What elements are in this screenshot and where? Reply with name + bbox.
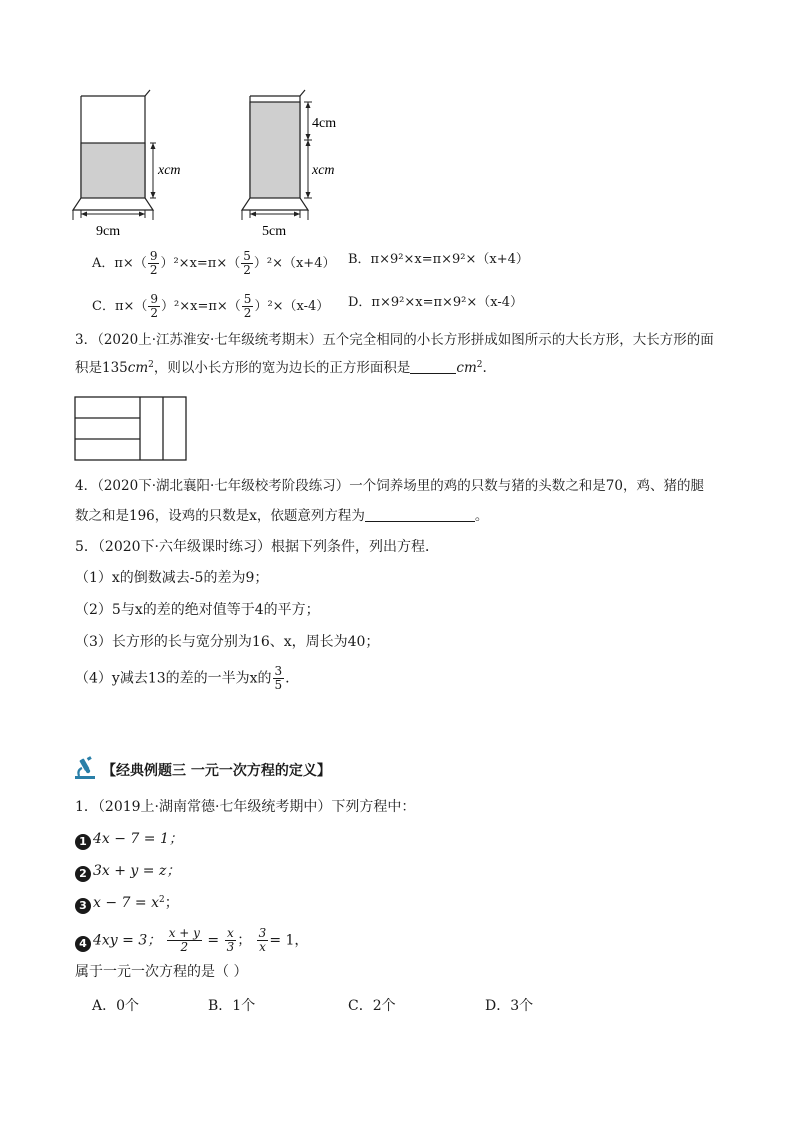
q2-option-c: C．π×（ $\frac{9}{2}$ ）²×x=π×（ $\frac{5}{2}$ ）²×（x-4）: [92, 292, 330, 320]
left-water: [81, 143, 145, 198]
q4-line1: 4．（2020下·湖北襄阳·七年级校考阶段练习）一个饲养场里的鸡的只数与猪的头数之和是70，鸡、猪的腿: [75, 478, 704, 494]
section-heading: 【经典例题三 一元一次方程的定义】: [102, 763, 331, 779]
circled-number: 2: [75, 866, 91, 882]
q1-option-d: D．3个: [485, 998, 534, 1014]
frac-x-3: $\frac{x}{3}$: [226, 926, 235, 954]
frac-9-2: $\frac{9}{2}$: [150, 292, 159, 320]
frac-3-x: $\frac{3}{x}$: [258, 926, 267, 954]
right-container: [242, 90, 336, 239]
q4-line2: 数之和是196，设鸡的只数是x，依题意列方程为 。: [75, 508, 489, 524]
q1-eq2: 2 3x + y = z；: [75, 861, 180, 882]
q1-option-c: C．2个: [348, 998, 396, 1014]
microscope-icon: [73, 756, 99, 780]
answer-blank[interactable]: [410, 359, 456, 374]
circled-number: 1: [75, 834, 91, 850]
q5-item2: （2）5与x的差的绝对值等于4的平方；: [75, 602, 320, 618]
q1-option-b: B．1个: [208, 998, 256, 1014]
frac-3-5: $\frac{3}{5}$: [274, 664, 283, 692]
q1-option-a: A．0个: [92, 998, 140, 1014]
circled-number: 3: [75, 898, 91, 914]
q1-eq1: 1 4x − 7 = 1；: [75, 829, 183, 850]
right-water: [250, 102, 300, 198]
right-height-label: xcm: [312, 163, 335, 178]
q5-item1: （1）x的倒数减去-5的差为9；: [75, 570, 269, 586]
q2-option-b: B．π×9²×x=π×9²×（x+4）: [348, 252, 529, 267]
frac-5-2: $\frac{5}{2}$: [243, 249, 251, 277]
left-width-label: 9cm: [96, 224, 121, 239]
q1-question: 属于一元一次方程的是（ ）: [75, 964, 248, 980]
q2-option-a: A．π×（ $\frac{9}{2}$ ）²×x=π×（ $\frac{5}{2}$ ）²×（x+4）: [92, 249, 336, 277]
left-container: [73, 90, 181, 239]
answer-blank[interactable]: [365, 507, 475, 522]
q1-intro: 1．（2019上·湖南常德·七年级统考期中）下列方程中：: [75, 799, 416, 815]
right-width-label: 5cm: [262, 224, 287, 239]
q2-option-d: D．π×9²×x=π×9²×（x-4）: [348, 295, 524, 310]
frac-5-2: $\frac{5}{2}$: [243, 292, 252, 320]
frac-9-2: $\frac{9}{2}$: [149, 249, 158, 277]
left-height-label: xcm: [158, 163, 181, 178]
q5-intro: 5．（2020下·六年级课时练习）根据下列条件，列出方程．: [75, 539, 439, 555]
rectangle-figure: [74, 396, 189, 462]
q5-item4: （4）y减去13的差的一半为x的 $\frac{3}{5}$ .: [75, 664, 290, 692]
frac-xy-2: $\frac{x + y}{2}$: [168, 926, 200, 954]
q3-line1: 3．（2020上·江苏淮安·七年级统考期末）五个完全相同的小长方形拼成如图所示的大长方形，大长方形的面: [75, 332, 714, 348]
circled-number: 4: [75, 936, 91, 952]
q1-eq3: 3 $x - 7 = x^2$；: [75, 893, 179, 914]
right-top-label: 4cm: [312, 116, 337, 131]
q5-item3: （3）长方形的长与宽分别为16、x，周长为40；: [75, 634, 380, 650]
q1-eq4: 4 4xy = 3； $\frac{x + y}{2}$ = $\frac{x}{3}$ ； $\frac{3}{x}$ = 1，: [75, 927, 308, 954]
cylinder-figures: [60, 88, 360, 240]
q3-line2: 积是$135cm^2$，则以小长方形的宽为边长的正方形面积是 $cm^2$.: [75, 360, 487, 376]
